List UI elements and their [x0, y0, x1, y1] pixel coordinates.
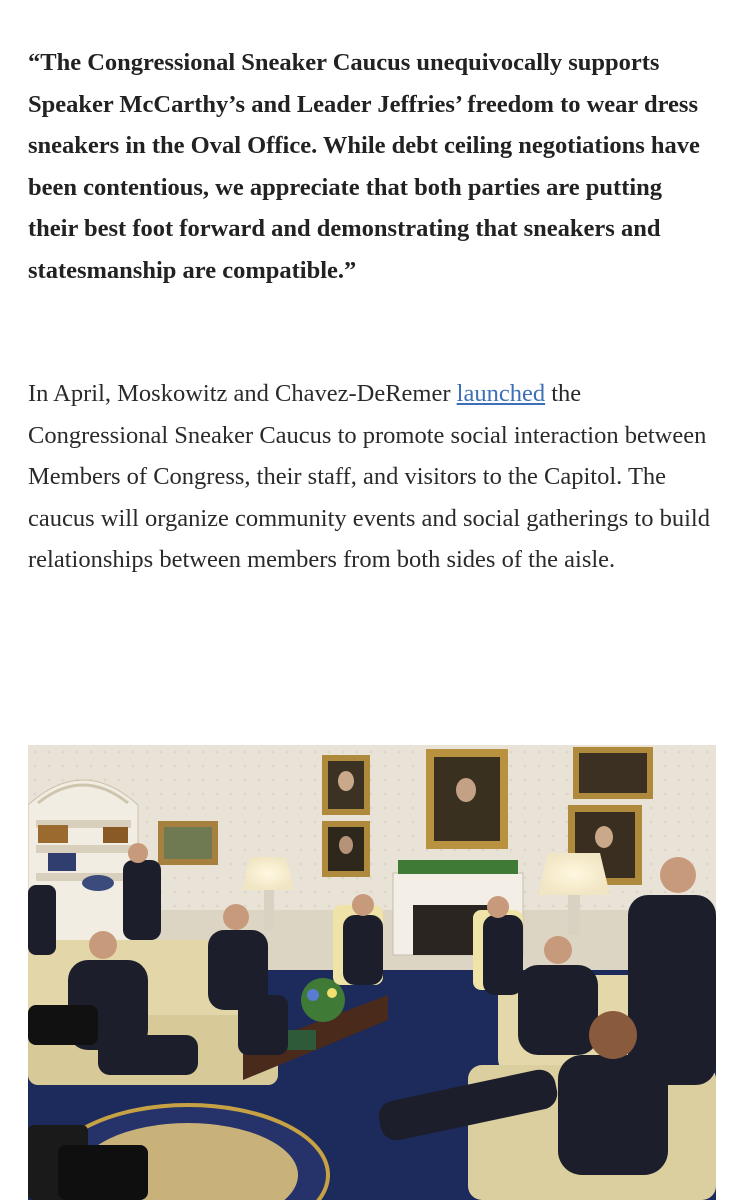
launched-link[interactable]: launched — [456, 380, 546, 407]
article-paragraph — [28, 373, 718, 581]
paragraph-text-before: In April, Moskowitz and Chavez-DeRemer — [28, 380, 457, 407]
paragraph-text-after: the Congressional Sneaker Caucus to promote social interaction between Members of Congress, their staff, and visitors to the Capitol. The caucus will organize community events and social gatherings to build relationships between members from both sides of the aisle. — [28, 380, 710, 573]
oval-office-photo — [28, 745, 716, 1200]
press-quote: “The Congressional Sneaker Caucus unequivocally supports Speaker McCarthy’s and Leader Jeffries’ freedom to wear dress sneakers in the Oval Office. While debt ceiling negotiations have been contentious, we appreciate that both parties are putting their best foot forward and demonstrating that sneakers and statesmanship are compatible.” — [28, 49, 700, 284]
